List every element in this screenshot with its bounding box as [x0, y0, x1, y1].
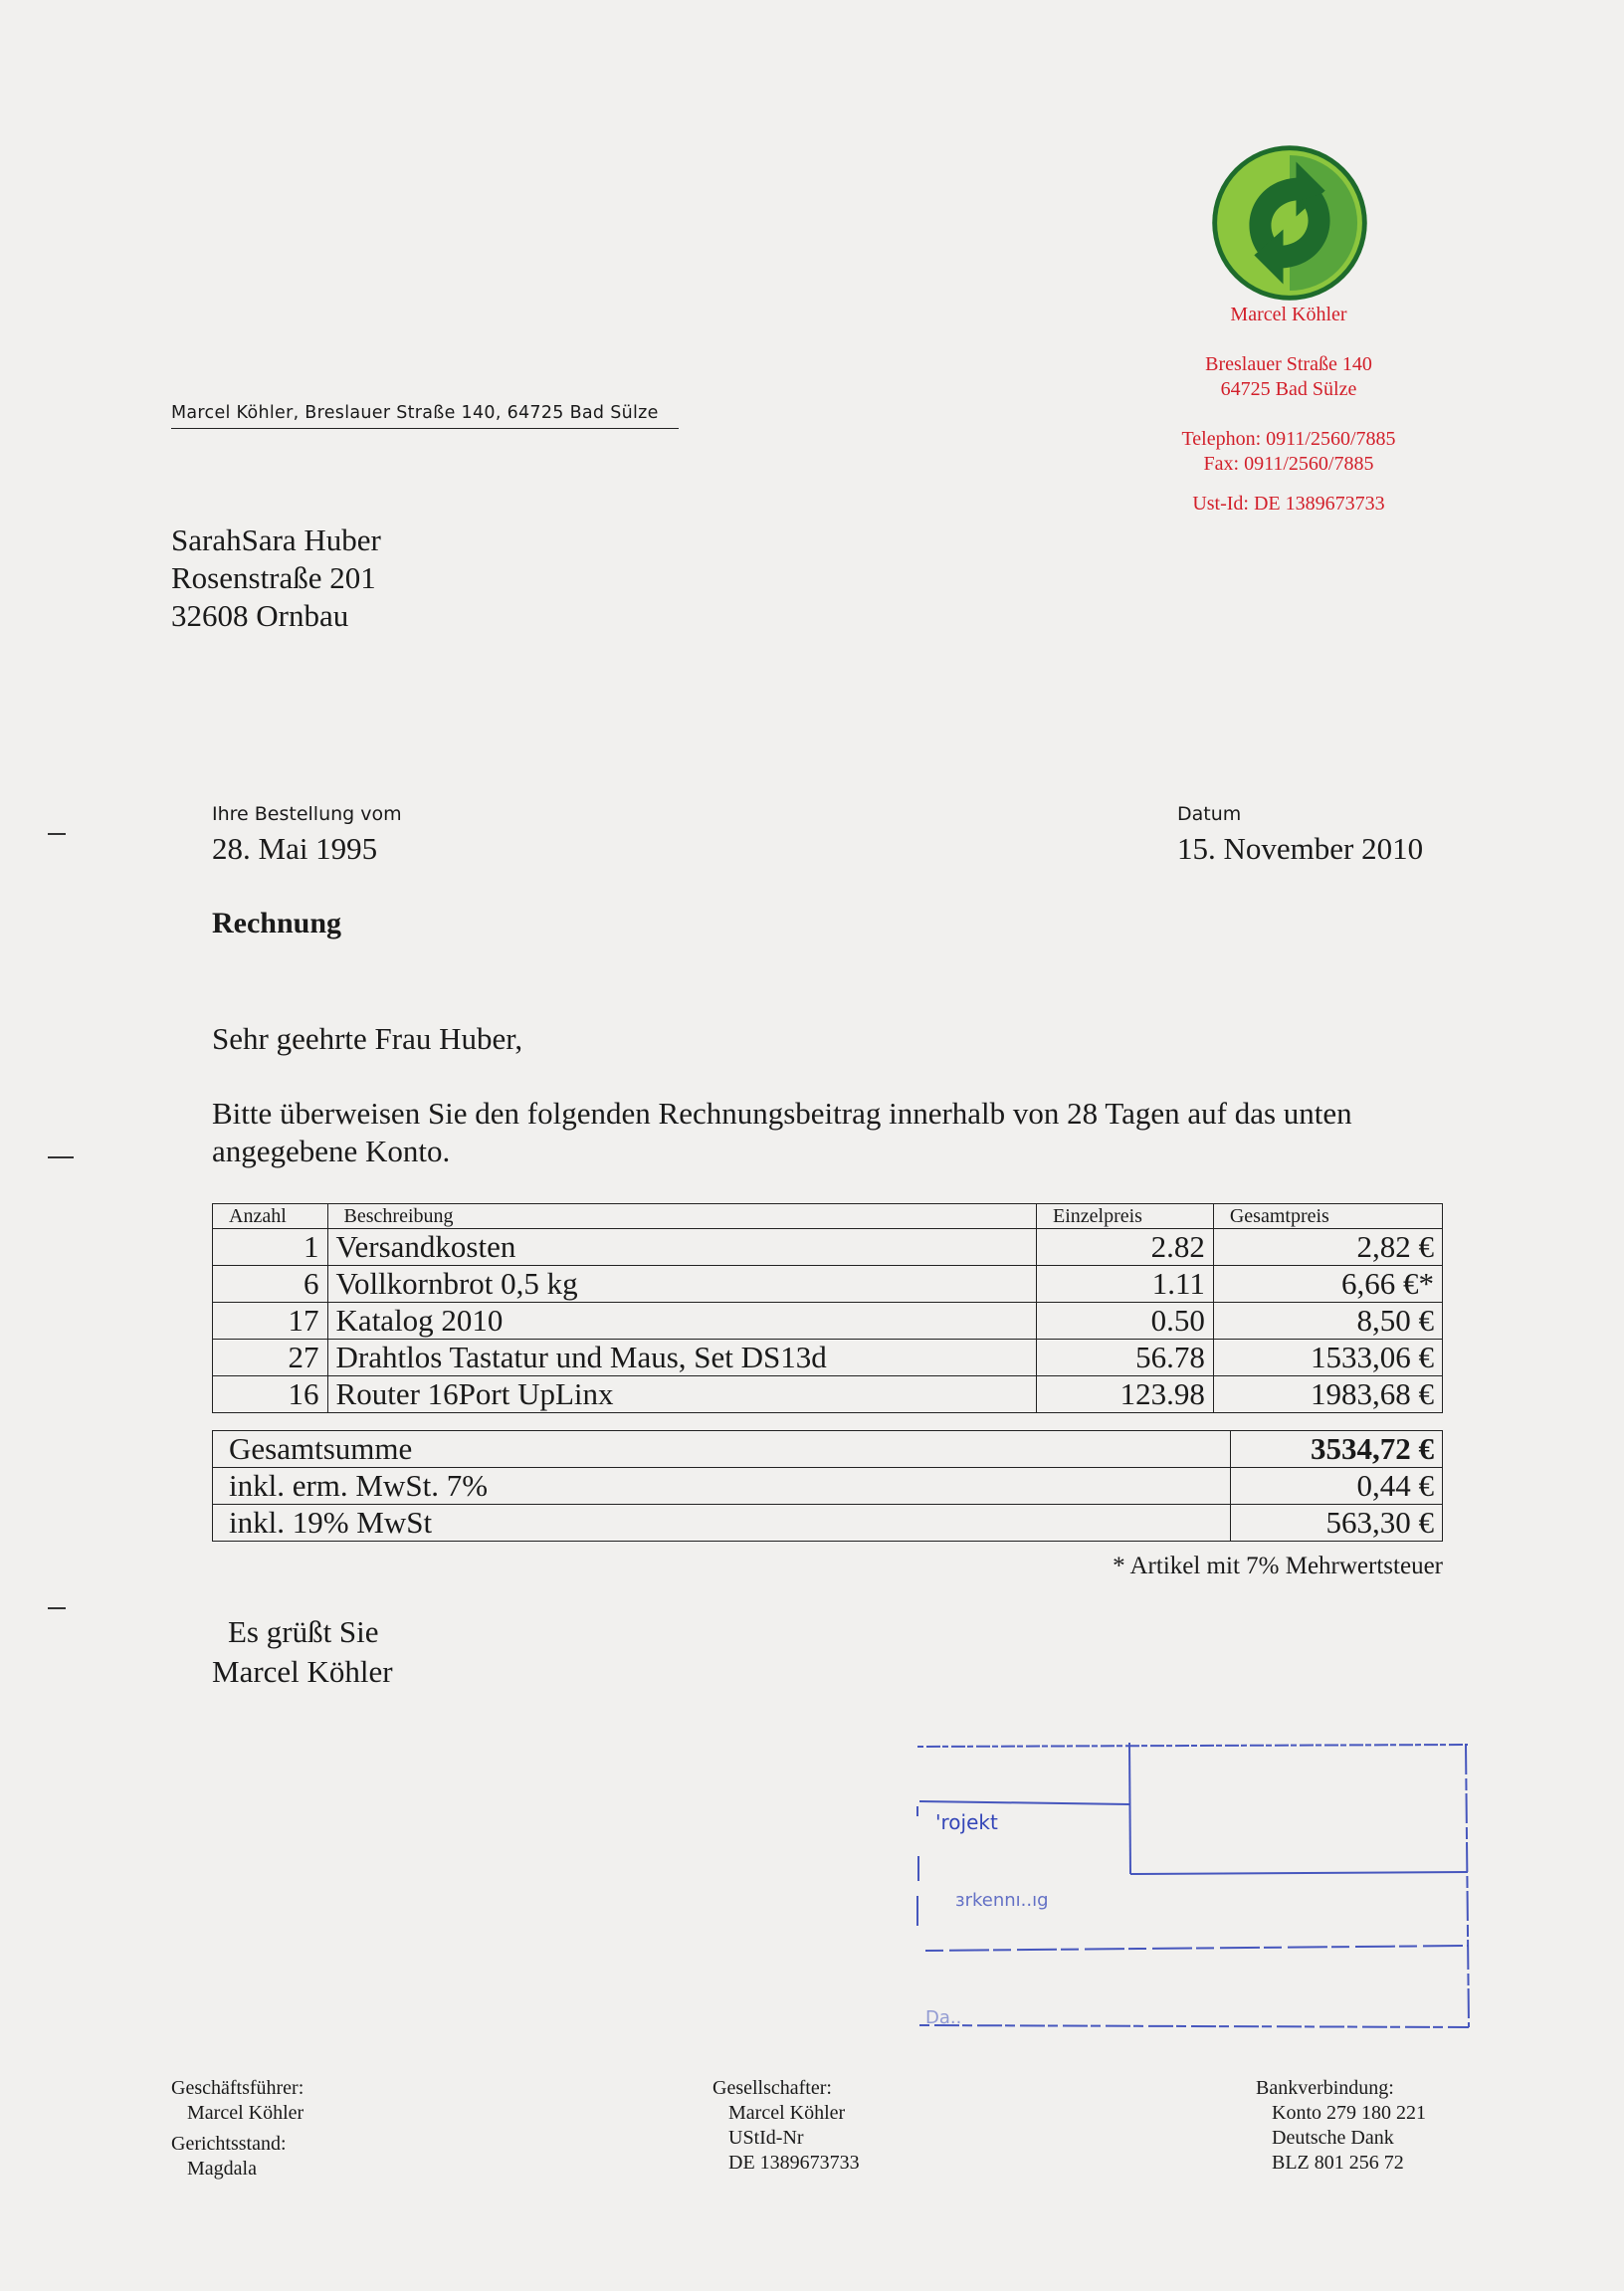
- received-stamp: [915, 1737, 1473, 2035]
- cell-unit-price: 2.82: [1037, 1229, 1214, 1266]
- cell-total-price: 2,82 €: [1213, 1229, 1442, 1266]
- footer-bank: [1256, 2076, 1426, 2176]
- vat7-value: 0,44 €: [1231, 1468, 1443, 1505]
- total-value: 3534,72 €: [1231, 1431, 1443, 1468]
- fold-mark: [48, 1607, 66, 1609]
- vat19-value: 563,30 €: [1231, 1505, 1443, 1542]
- vat7-row: [213, 1468, 1443, 1505]
- footer-label: Bankverbindung:: [1256, 2077, 1394, 2099]
- vat7-label: inkl. erm. MwSt. 7%: [213, 1468, 1231, 1505]
- footer-label: Geschäftsführer:: [171, 2077, 304, 2099]
- cell-qty: 17: [213, 1303, 328, 1340]
- footer-value: Deutsche Dank: [1272, 2127, 1394, 2149]
- cell-description: Katalog 2010: [327, 1303, 1036, 1340]
- items-table: [212, 1203, 1443, 1413]
- closing-signature-name: Marcel Köhler: [212, 1654, 393, 1689]
- cell-qty: 6: [213, 1266, 328, 1303]
- cell-unit-price: 0.50: [1037, 1303, 1214, 1340]
- closing-line: Es grüßt Sie: [228, 1614, 379, 1649]
- cell-description: Router 16Port UpLinx: [327, 1376, 1036, 1413]
- recipient-street: Rosenstraße 201: [171, 560, 376, 595]
- table-header-row: [213, 1204, 1443, 1229]
- table-row: [213, 1266, 1443, 1303]
- footer-value: UStId-Nr: [728, 2127, 804, 2149]
- cell-qty: 27: [213, 1340, 328, 1376]
- table-row: [213, 1340, 1443, 1376]
- intro-text: Bitte überweisen Sie den folgenden Rechnungsbeitrag innerhalb von 28 Tagen auf das unten angegebene Konto.: [212, 1096, 1352, 1168]
- stamp-field-project: 'rojekt: [935, 1810, 998, 1834]
- sender-fax: Fax: 0911/2560/7885: [1203, 453, 1374, 475]
- cell-description: Vollkornbrot 0,5 kg: [327, 1266, 1036, 1303]
- cell-total-price: 1983,68 €: [1213, 1376, 1442, 1413]
- footer-value: BLZ 801 256 72: [1272, 2152, 1404, 2174]
- order-date-label: Ihre Bestellung vom: [212, 803, 402, 825]
- footer-shareholder: [712, 2076, 860, 2176]
- cell-qty: 1: [213, 1229, 328, 1266]
- footer-value: Magdala: [187, 2158, 257, 2180]
- document-title: Rechnung: [212, 907, 342, 939]
- vat19-row: [213, 1505, 1443, 1542]
- cell-total-price: 8,50 €: [1213, 1303, 1442, 1340]
- invoice-date: 15. November 2010: [1177, 831, 1424, 866]
- header-description: Beschreibung: [327, 1204, 1036, 1229]
- sender-phone: Telephon: 0911/2560/7885: [1181, 428, 1396, 450]
- table-row: [213, 1303, 1443, 1340]
- recipient-name: SarahSara Huber: [171, 522, 381, 557]
- header-qty: Anzahl: [213, 1204, 328, 1229]
- footer-value: DE 1389673733: [728, 2152, 860, 2174]
- footer-value: Konto 279 180 221: [1272, 2102, 1426, 2124]
- sender-vat-id: Ust-Id: DE 1389673733: [1192, 493, 1385, 515]
- recipient-city: 32608 Ornbau: [171, 598, 349, 633]
- footer-value: Marcel Köhler: [187, 2102, 304, 2124]
- total-row: [213, 1431, 1443, 1468]
- sender-name: Marcel Köhler: [1230, 304, 1347, 325]
- cell-description: Drahtlos Tastatur und Maus, Set DS13d: [327, 1340, 1036, 1376]
- cell-unit-price: 123.98: [1037, 1376, 1214, 1413]
- green-dot-logo: [1209, 142, 1370, 304]
- total-label: Gesamtsumme: [213, 1431, 1231, 1468]
- cell-total-price: 1533,06 €: [1213, 1340, 1442, 1376]
- closing: [212, 1612, 393, 1692]
- vat-footnote: * Artikel mit 7% Mehrwertsteuer: [1113, 1553, 1443, 1579]
- cell-description: Versandkosten: [327, 1229, 1036, 1266]
- invoice-date-label: Datum: [1177, 803, 1242, 825]
- footer-management: [171, 2076, 304, 2182]
- header-total-price: Gesamtpreis: [1213, 1204, 1442, 1229]
- fold-mark: [48, 833, 66, 835]
- return-address: Marcel Köhler, Breslauer Straße 140, 64725 Bad Sülze: [171, 403, 679, 429]
- footer-value: Marcel Köhler: [728, 2102, 846, 2124]
- vat19-label: inkl. 19% MwSt: [213, 1505, 1231, 1542]
- stamp-field-recognition: ɜrkennı..ıg: [955, 1890, 1049, 1911]
- letterhead: [1095, 303, 1483, 517]
- recipient-address: [171, 521, 381, 635]
- sender-street: Breslauer Straße 140: [1205, 353, 1372, 375]
- sender-city: 64725 Bad Sülze: [1220, 378, 1357, 400]
- stamp-field-date: Da..: [925, 2007, 962, 2028]
- cell-total-price: 6,66 €*: [1213, 1266, 1442, 1303]
- cell-unit-price: 56.78: [1037, 1340, 1214, 1376]
- cell-unit-price: 1.11: [1037, 1266, 1214, 1303]
- order-date: 28. Mai 1995: [212, 831, 378, 866]
- footer-label: Gesellschafter:: [712, 2077, 832, 2099]
- table-row: [213, 1376, 1443, 1413]
- fold-mark: [48, 1156, 74, 1158]
- cell-qty: 16: [213, 1376, 328, 1413]
- table-row: [213, 1229, 1443, 1266]
- totals-table: [212, 1430, 1443, 1542]
- header-unit-price: Einzelpreis: [1037, 1204, 1214, 1229]
- footer-label: Gerichtsstand:: [171, 2133, 287, 2155]
- salutation: Sehr geehrte Frau Huber,: [212, 1021, 523, 1056]
